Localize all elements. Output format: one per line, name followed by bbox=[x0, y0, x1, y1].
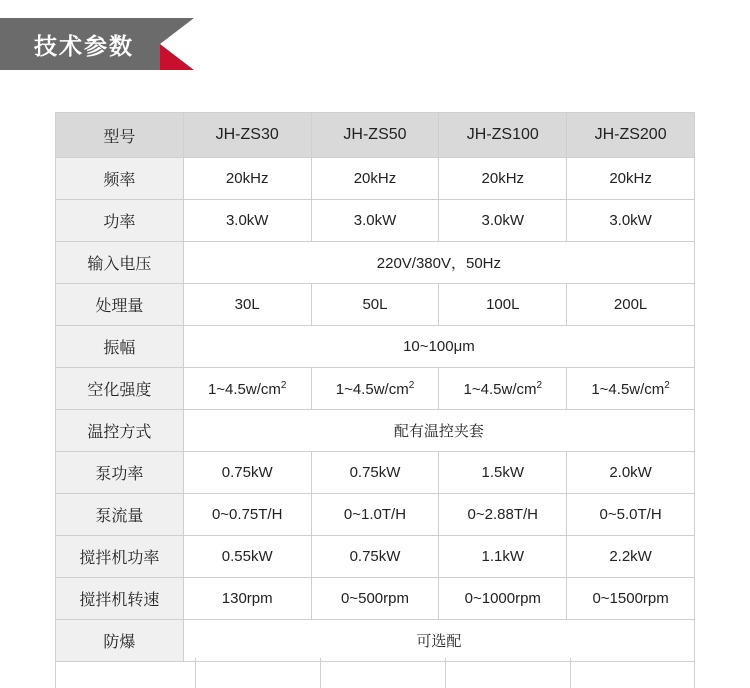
row-value-merged: 配有温控夹套 bbox=[183, 410, 694, 452]
spec-table bbox=[55, 112, 695, 662]
row-value: 0~1000rpm bbox=[439, 578, 567, 620]
row-value: 20kHz bbox=[439, 158, 567, 200]
banner-arrow-decoration bbox=[160, 18, 194, 70]
row-value: 0.75kW bbox=[311, 536, 439, 578]
table-row bbox=[56, 536, 695, 578]
row-value: 20kHz bbox=[183, 158, 311, 200]
row-label: 频率 bbox=[56, 158, 184, 200]
row-value: $1\sim 4.5w/cm^2$ bbox=[183, 368, 311, 410]
section-banner bbox=[0, 18, 194, 70]
row-value: 2.2kW bbox=[567, 536, 695, 578]
row-value: 3.0kW bbox=[439, 200, 567, 242]
row-label: 搅拌机转速 bbox=[56, 578, 184, 620]
table-row bbox=[56, 410, 695, 452]
table-row bbox=[56, 242, 695, 284]
table-row bbox=[56, 158, 695, 200]
table-row bbox=[56, 452, 695, 494]
stub-line-3 bbox=[320, 658, 321, 688]
stub-line-4 bbox=[445, 658, 446, 688]
table-row bbox=[56, 620, 695, 662]
row-value: 0~1500rpm bbox=[567, 578, 695, 620]
row-value: $1\sim 4.5w/cm^2$ bbox=[567, 368, 695, 410]
banner-arrow-bottom bbox=[160, 44, 194, 70]
row-value: 3.0kW bbox=[567, 200, 695, 242]
row-value-merged: 可选配 bbox=[183, 620, 694, 662]
row-value: 0.55kW bbox=[183, 536, 311, 578]
row-value: 0~5.0T/H bbox=[567, 494, 695, 536]
row-label: 空化强度 bbox=[56, 368, 184, 410]
unit-superscript: 2 bbox=[664, 379, 670, 391]
row-value: 0~2.88T/H bbox=[439, 494, 567, 536]
row-value: 0~1.0T/H bbox=[311, 494, 439, 536]
spec-table-body bbox=[56, 158, 695, 662]
table-row bbox=[56, 284, 695, 326]
unit-superscript: 2 bbox=[536, 379, 543, 391]
row-label: 泵流量 bbox=[56, 494, 184, 536]
row-value: $1\sim 4.5w/cm^2$ bbox=[439, 368, 567, 410]
row-value: 3.0kW bbox=[311, 200, 439, 242]
row-label: 温控方式 bbox=[56, 410, 184, 452]
unit-superscript: 2 bbox=[280, 379, 287, 391]
banner-title: 技术参数 bbox=[0, 18, 160, 70]
spec-table-wrapper bbox=[55, 112, 695, 662]
row-value: 1.5kW bbox=[439, 452, 567, 494]
table-row bbox=[56, 200, 695, 242]
table-row bbox=[56, 326, 695, 368]
row-label: 防爆 bbox=[56, 620, 184, 662]
row-value: 200L bbox=[567, 284, 695, 326]
row-label: 处理量 bbox=[56, 284, 184, 326]
stub-line-2 bbox=[195, 658, 196, 688]
row-value: 0~500rpm bbox=[311, 578, 439, 620]
row-value: 3.0kW bbox=[183, 200, 311, 242]
row-label: 振幅 bbox=[56, 326, 184, 368]
header-cell-zs100: JH-ZS100 bbox=[439, 113, 567, 158]
row-value-merged: 10~100μm bbox=[183, 326, 694, 368]
row-label: 泵功率 bbox=[56, 452, 184, 494]
row-value: 50L bbox=[311, 284, 439, 326]
spec-table-head bbox=[56, 113, 695, 158]
row-value: 2.0kW bbox=[567, 452, 695, 494]
header-cell-model: 型号 bbox=[56, 113, 184, 158]
row-value: 0.75kW bbox=[183, 452, 311, 494]
row-value: 100L bbox=[439, 284, 567, 326]
row-value: 1.1kW bbox=[439, 536, 567, 578]
table-row bbox=[56, 494, 695, 536]
stub-line-5 bbox=[570, 658, 571, 688]
table-bottom-stub bbox=[55, 658, 695, 688]
row-value: 20kHz bbox=[311, 158, 439, 200]
row-value: 0~0.75T/H bbox=[183, 494, 311, 536]
row-label: 输入电压 bbox=[56, 242, 184, 284]
header-cell-zs200: JH-ZS200 bbox=[567, 113, 695, 158]
row-value: 0.75kW bbox=[311, 452, 439, 494]
row-value: 30L bbox=[183, 284, 311, 326]
unit-superscript: 2 bbox=[408, 379, 415, 391]
row-value: 20kHz bbox=[567, 158, 695, 200]
header-cell-zs50: JH-ZS50 bbox=[311, 113, 439, 158]
stub-line-6 bbox=[694, 658, 695, 688]
row-label: 搅拌机功率 bbox=[56, 536, 184, 578]
table-header-row bbox=[56, 113, 695, 158]
row-value: 130rpm bbox=[183, 578, 311, 620]
row-value: $1\sim 4.5w/cm^2$ bbox=[311, 368, 439, 410]
banner-arrow-top bbox=[160, 18, 194, 44]
table-row bbox=[56, 578, 695, 620]
row-label: 功率 bbox=[56, 200, 184, 242]
table-row bbox=[56, 368, 695, 410]
header-cell-zs30: JH-ZS30 bbox=[183, 113, 311, 158]
stub-line-1 bbox=[55, 658, 56, 688]
row-value-merged: 220V/380V，50Hz bbox=[183, 242, 694, 284]
